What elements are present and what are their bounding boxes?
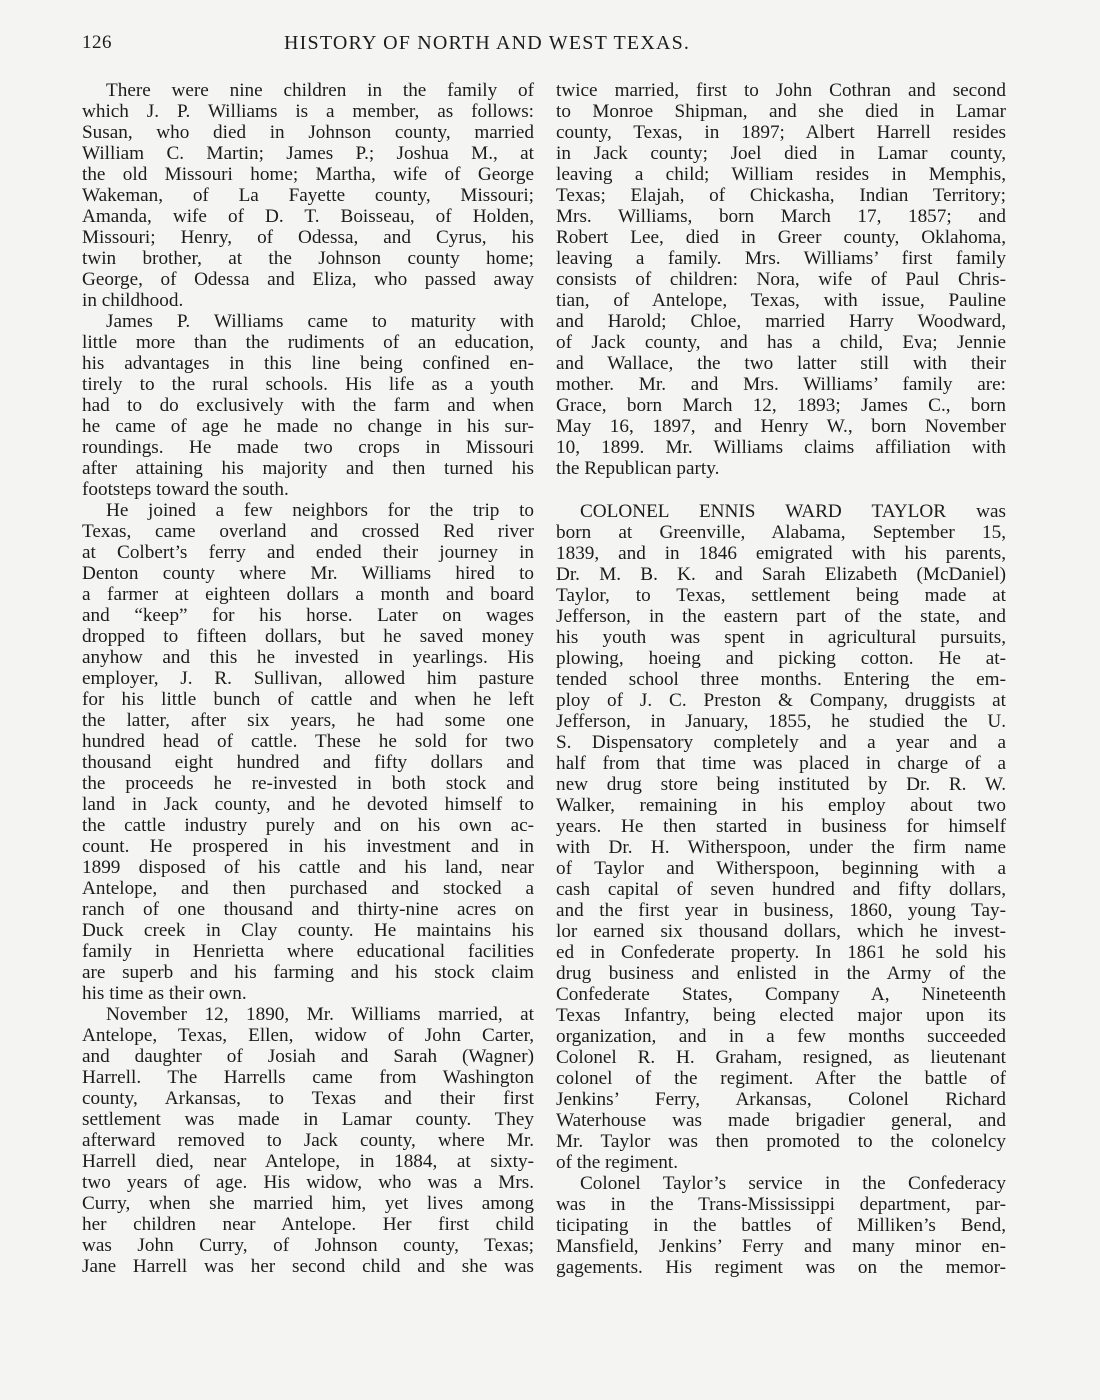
text-line: Taylor, to Texas, settlement being made at bbox=[556, 585, 1006, 606]
text-line: William C. Martin; James P.; Joshua M., at bbox=[82, 143, 534, 164]
text-line: twin brother, at the Johnson county home; bbox=[82, 248, 534, 269]
text-line: Texas; Elajah, of Chickasha, Indian Territory; bbox=[556, 185, 1006, 206]
text-line: Curry, when she married him, yet lives among bbox=[82, 1193, 534, 1214]
text-line: Waterhouse was made brigadier general, and bbox=[556, 1110, 1006, 1131]
text-line: in childhood. bbox=[82, 290, 184, 311]
text-line: Colonel Taylor’s service in the Confederacy bbox=[580, 1173, 1006, 1194]
text-line: colonel of the regiment. After the battle of bbox=[556, 1068, 1006, 1089]
text-line: of the regiment. bbox=[556, 1152, 679, 1173]
text-line: he came of age he made no change in his sur- bbox=[82, 416, 534, 437]
text-line: ticipating in the battles of Milliken’s Bend, bbox=[556, 1215, 1006, 1236]
text-line: the latter, after six years, he had some one bbox=[82, 710, 534, 731]
text-line: S. Dispensatory completely and a year and a bbox=[556, 732, 1006, 753]
paragraph bbox=[556, 501, 1006, 1173]
text-line: Duck creek in Clay county. He maintains his bbox=[82, 920, 534, 941]
text-line: ploy of J. C. Preston & Company, druggists at bbox=[556, 690, 1006, 711]
text-line: Walker, remaining in his employ about two bbox=[556, 795, 1006, 816]
paragraph bbox=[556, 1173, 1006, 1278]
text-line: 1899 disposed of his cattle and his land, near bbox=[82, 857, 534, 878]
text-line: tian, of Antelope, Texas, with issue, Pauline bbox=[556, 290, 1006, 311]
text-line: consists of children: Nora, wife of Paul Chris- bbox=[556, 269, 1006, 290]
text-line: years. He then started in business for himself bbox=[556, 816, 1006, 837]
text-line: Wakeman, of La Fayette county, Missouri; bbox=[82, 185, 534, 206]
text-line: the Republican party. bbox=[556, 458, 720, 479]
text-line: Robert Lee, died in Greer county, Oklahoma, bbox=[556, 227, 1006, 248]
text-line: half from that time was placed in charge of a bbox=[556, 753, 1006, 774]
text-line: Colonel R. H. Graham, resigned, as lieutenant bbox=[556, 1047, 1006, 1068]
text-line: was John Curry, of Johnson county, Texas; bbox=[82, 1235, 534, 1256]
text-line: little more than the rudiments of an education, bbox=[82, 332, 534, 353]
text-line: 1839, and in 1846 emigrated with his parents, bbox=[556, 543, 1006, 564]
text-line: Jane Harrell was her second child and she was bbox=[82, 1256, 534, 1277]
text-line: Dr. M. B. K. and Sarah Elizabeth (McDaniel) bbox=[556, 564, 1006, 585]
text-line: gagements. His regiment was on the memor- bbox=[556, 1257, 1006, 1278]
text-line: tirely to the rural schools. His life as a youth bbox=[82, 374, 534, 395]
right-column bbox=[556, 80, 1006, 1278]
text-line: COLONEL ENNIS WARD TAYLOR was bbox=[580, 501, 1006, 522]
text-line: the cattle industry purely and on his own ac- bbox=[82, 815, 534, 836]
text-line: Mr. Taylor was then promoted to the colonelcy bbox=[556, 1131, 1006, 1152]
text-line: Harrell died, near Antelope, in 1884, at sixty- bbox=[82, 1151, 534, 1172]
text-line: was in the Trans-Mississippi department, par- bbox=[556, 1194, 1006, 1215]
text-line: of Taylor and Witherspoon, beginning with a bbox=[556, 858, 1006, 879]
text-line: a farmer at eighteen dollars a month and board bbox=[82, 584, 534, 605]
text-line: and the first year in business, 1860, young Tay- bbox=[556, 900, 1006, 921]
text-line: his time as their own. bbox=[82, 983, 247, 1004]
text-line: twice married, first to John Cothran and second bbox=[556, 80, 1006, 101]
text-line: Texas, came overland and crossed Red river bbox=[82, 521, 534, 542]
text-line: at Colbert’s ferry and ended their journey in bbox=[82, 542, 534, 563]
text-line: are superb and his farming and his stock claim bbox=[82, 962, 534, 983]
text-line: county, Texas, in 1897; Albert Harrell resides bbox=[556, 122, 1006, 143]
text-line: new drug store being instituted by Dr. R. W. bbox=[556, 774, 1006, 795]
text-line: employer, J. R. Sullivan, allowed him pasture bbox=[82, 668, 534, 689]
text-line: her children near Antelope. Her first child bbox=[82, 1214, 534, 1235]
text-line: and daughter of Josiah and Sarah (Wagner) bbox=[82, 1046, 534, 1067]
text-line: tended school three months. Entering the em- bbox=[556, 669, 1006, 690]
text-line: land in Jack county, and he devoted himself to bbox=[82, 794, 534, 815]
left-column bbox=[82, 80, 534, 1277]
text-line: organization, and in a few months succeeded bbox=[556, 1026, 1006, 1047]
paragraph bbox=[82, 311, 534, 500]
paragraph bbox=[82, 500, 534, 1004]
text-line: Denton county where Mr. Williams hired to bbox=[82, 563, 534, 584]
paragraph bbox=[82, 80, 534, 311]
text-line: in Jack county; Joel died in Lamar county, bbox=[556, 143, 1006, 164]
text-line: Susan, who died in Johnson county, married bbox=[82, 122, 534, 143]
text-line: leaving a child; William resides in Memphis, bbox=[556, 164, 1006, 185]
text-line: afterward removed to Jack county, where Mr. bbox=[82, 1130, 534, 1151]
text-line: 10, 1899. Mr. Williams claims affiliation with bbox=[556, 437, 1006, 458]
text-line: with Dr. H. Witherspoon, under the firm name bbox=[556, 837, 1006, 858]
text-line: November 12, 1890, Mr. Williams married, at bbox=[106, 1004, 534, 1025]
text-line: May 16, 1897, and Henry W., born November bbox=[556, 416, 1006, 437]
text-line: the proceeds he re-invested in both stock and bbox=[82, 773, 534, 794]
text-line: and Wallace, the two latter still with their bbox=[556, 353, 1006, 374]
text-line: born at Greenville, Alabama, September 15, bbox=[556, 522, 1006, 543]
text-line: Amanda, wife of D. T. Boisseau, of Holden, bbox=[82, 206, 534, 227]
text-line: leaving a family. Mrs. Williams’ first family bbox=[556, 248, 1006, 269]
text-line: two years of age. His widow, who was a Mrs. bbox=[82, 1172, 534, 1193]
text-line: thousand eight hundred and fifty dollars and bbox=[82, 752, 534, 773]
text-line: after attaining his majority and then turned his bbox=[82, 458, 534, 479]
text-line: Mansfield, Jenkins’ Ferry and many minor en- bbox=[556, 1236, 1006, 1257]
text-line: for his little bunch of cattle and when he left bbox=[82, 689, 534, 710]
text-line: his youth was spent in agricultural pursuits, bbox=[556, 627, 1006, 648]
text-line: mother. Mr. and Mrs. Williams’ family are: bbox=[556, 374, 1006, 395]
text-line: Jefferson, in the eastern part of the state, and bbox=[556, 606, 1006, 627]
text-line: to Monroe Shipman, and she died in Lamar bbox=[556, 101, 1006, 122]
text-line: the old Missouri home; Martha, wife of George bbox=[82, 164, 534, 185]
text-line: George, of Odessa and Eliza, who passed away bbox=[82, 269, 534, 290]
paragraph-gap bbox=[556, 479, 1006, 501]
text-line: lor earned six thousand dollars, which he invest- bbox=[556, 921, 1006, 942]
running-title: HISTORY OF NORTH AND WEST TEXAS. bbox=[284, 32, 691, 54]
text-line: had to do exclusively with the farm and when bbox=[82, 395, 534, 416]
paragraph bbox=[82, 1004, 534, 1277]
text-line: Jefferson, in January, 1855, he studied the U. bbox=[556, 711, 1006, 732]
text-line: roundings. He made two crops in Missouri bbox=[82, 437, 534, 458]
text-line: Texas Infantry, being elected major upon its bbox=[556, 1005, 1006, 1026]
text-line: cash capital of seven hundred and fifty dollars, bbox=[556, 879, 1006, 900]
text-line: drug business and enlisted in the Army of the bbox=[556, 963, 1006, 984]
paragraph bbox=[556, 80, 1006, 479]
text-line: footsteps toward the south. bbox=[82, 479, 289, 500]
text-line: which J. P. Williams is a member, as follows: bbox=[82, 101, 534, 122]
page-number: 126 bbox=[82, 32, 112, 53]
text-line: Missouri; Henry, of Odessa, and Cyrus, his bbox=[82, 227, 534, 248]
text-line: There were nine children in the family of bbox=[106, 80, 534, 101]
text-line: Grace, born March 12, 1893; James C., born bbox=[556, 395, 1006, 416]
text-line: family in Henrietta where educational facilities bbox=[82, 941, 534, 962]
text-line: settlement was made in Lamar county. They bbox=[82, 1109, 534, 1130]
text-line: Harrell. The Harrells came from Washington bbox=[82, 1067, 534, 1088]
text-line: Antelope, Texas, Ellen, widow of John Carter, bbox=[82, 1025, 534, 1046]
text-line: and “keep” for his horse. Later on wages bbox=[82, 605, 534, 626]
text-line: ranch of one thousand and thirty-nine acres on bbox=[82, 899, 534, 920]
text-line: and Harold; Chloe, married Harry Woodward, bbox=[556, 311, 1006, 332]
text-line: count. He prospered in his investment and in bbox=[82, 836, 534, 857]
text-line: He joined a few neighbors for the trip to bbox=[106, 500, 534, 521]
text-line: county, Arkansas, to Texas and their first bbox=[82, 1088, 534, 1109]
text-line: dropped to fifteen dollars, but he saved money bbox=[82, 626, 534, 647]
text-line: Antelope, and then purchased and stocked a bbox=[82, 878, 534, 899]
text-line: of Jack county, and has a child, Eva; Jennie bbox=[556, 332, 1006, 353]
page-header bbox=[82, 32, 1005, 60]
text-line: Confederate States, Company A, Nineteenth bbox=[556, 984, 1006, 1005]
text-line: ed in Confederate property. In 1861 he sold his bbox=[556, 942, 1006, 963]
text-line: hundred head of cattle. These he sold for two bbox=[82, 731, 534, 752]
text-line: anyhow and this he invested in yearlings. His bbox=[82, 647, 534, 668]
text-line: Jenkins’ Ferry, Arkansas, Colonel Richard bbox=[556, 1089, 1006, 1110]
text-line: his advantages in this line being confined en- bbox=[82, 353, 534, 374]
text-line: Mrs. Williams, born March 17, 1857; and bbox=[556, 206, 1006, 227]
text-line: plowing, hoeing and picking cotton. He at- bbox=[556, 648, 1006, 669]
text-line: James P. Williams came to maturity with bbox=[106, 311, 534, 332]
